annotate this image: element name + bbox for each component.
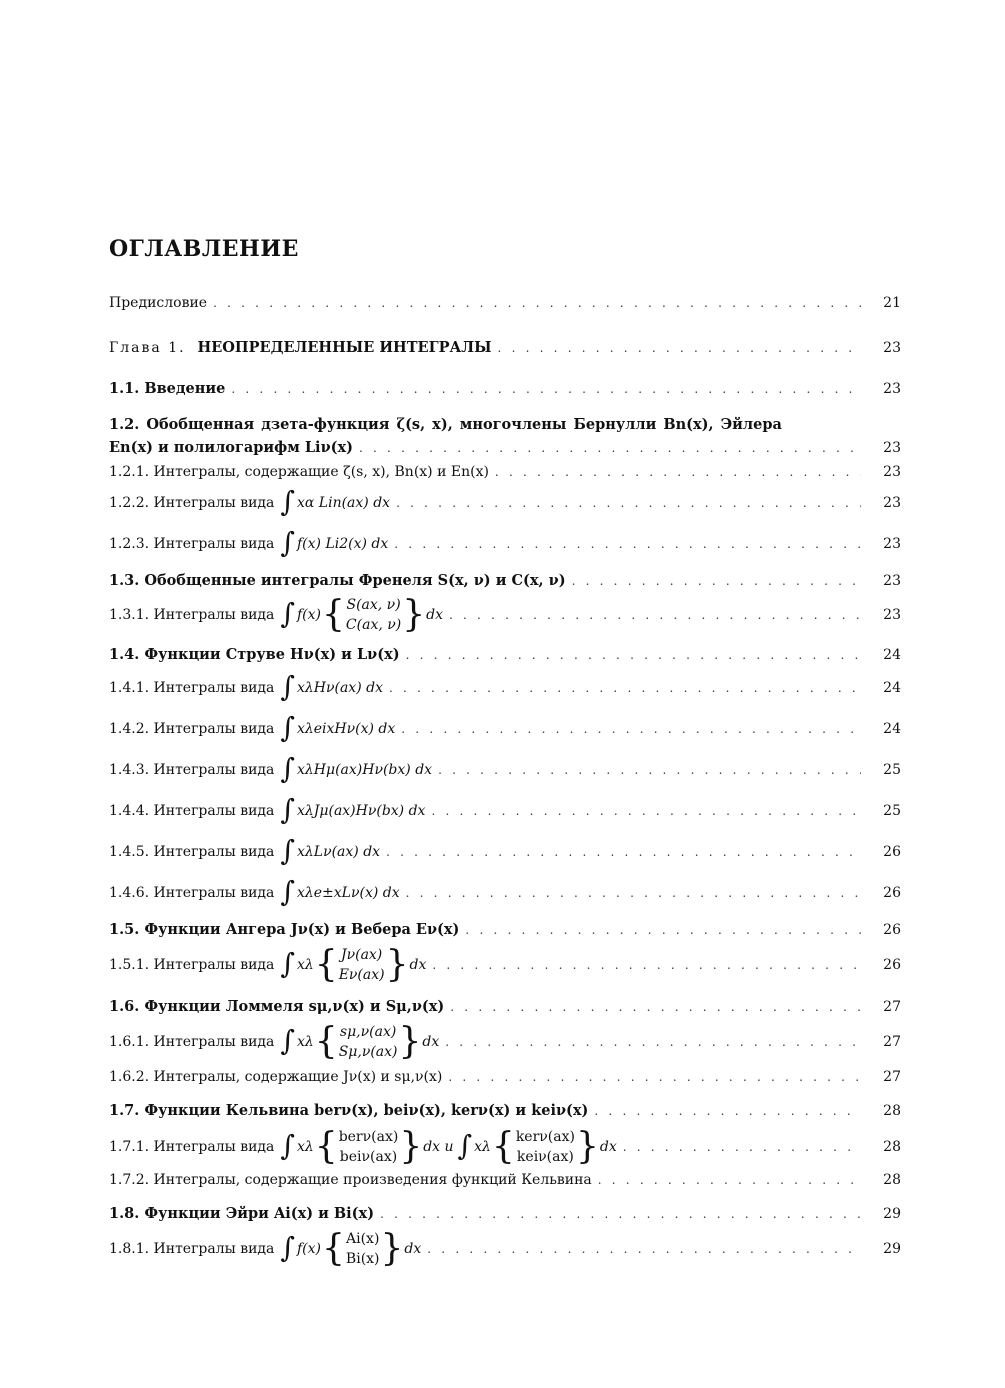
- formula-top: S(ax, ν): [346, 597, 401, 613]
- toc-entry-label: 1.5. Функции Ангера Jν(x) и Вебера Eν(x): [109, 921, 460, 938]
- toc-entry-label: 1.4.3. Интегралы вида: [109, 762, 275, 778]
- toc-page-number: 23: [883, 536, 901, 552]
- right-brace-icon: }: [575, 1126, 599, 1167]
- toc-entry-subsection-1-3-1[interactable]: [109, 594, 901, 636]
- toc-entry-preface[interactable]: [109, 294, 901, 312]
- toc-entry-subsection-1-6-2[interactable]: [109, 1068, 901, 1086]
- integral-sign-icon: ∫: [280, 1129, 295, 1162]
- toc-entry-chapter-1[interactable]: [109, 339, 901, 357]
- toc-entry-label: 1.8. Функции Эйри Ai(x) и Bi(x): [109, 1205, 375, 1222]
- right-brace-icon: }: [402, 594, 426, 635]
- integral-sign-icon: ∫: [280, 485, 295, 518]
- formula-lead: xλ: [297, 1034, 314, 1050]
- formula-text: xλJμ(ax)Hν(bx) dx: [297, 803, 426, 819]
- leader-dots: [465, 921, 861, 939]
- toc-entry-label: 1.4.6. Интегралы вида: [109, 885, 275, 901]
- integral-sign-icon: ∫: [280, 711, 295, 744]
- leader-dots: [498, 339, 861, 357]
- toc-entry-subsection-1-7-1[interactable]: [109, 1126, 901, 1168]
- toc-entry-section-1-3[interactable]: [109, 572, 901, 590]
- integral-sign-icon: ∫: [280, 947, 295, 980]
- toc-entry-section-1-8[interactable]: [109, 1205, 901, 1223]
- formula-text: xλHν(ax) dx: [297, 680, 383, 696]
- toc-page-number: 28: [883, 1103, 901, 1119]
- formula: [280, 526, 389, 559]
- toc-page-number: 27: [883, 999, 901, 1015]
- chapter-prefix: Глава 1.: [109, 340, 186, 356]
- integral-sign-icon: ∫: [457, 1129, 473, 1162]
- toc-entry-section-1-5[interactable]: [109, 921, 901, 939]
- toc-entry-label: En(x) и полилогарифм Liν(x): [109, 439, 353, 456]
- toc-page-number: 29: [883, 1206, 901, 1222]
- toc-page-number: 23: [883, 573, 901, 589]
- formula-top: Jν(ax): [340, 947, 383, 963]
- formula-lead: xλ: [297, 957, 314, 973]
- left-brace-icon: {: [314, 944, 338, 985]
- toc-entry-subsection-1-2-3[interactable]: [109, 526, 901, 559]
- formula: [280, 793, 426, 826]
- toc-entry-label: 1.1. Введение: [109, 380, 226, 397]
- leader-dots: [445, 1033, 861, 1051]
- formula-stack: [346, 1229, 380, 1269]
- toc-page-number: 21: [883, 295, 901, 311]
- toc-entry-label: Предисловие: [109, 295, 208, 311]
- leader-dots: [396, 494, 861, 512]
- formula-stack: [339, 1127, 399, 1167]
- toc-entry-label: 1.6. Функции Ломмеля sμ,ν(x) и Sμ,ν(x): [109, 998, 445, 1015]
- leader-dots: [594, 1102, 861, 1120]
- toc-entry-label: 1.4. Функции Струве Hν(x) и Lν(x): [109, 646, 400, 663]
- formula: [280, 1127, 616, 1167]
- toc-entry-label: 1.7.2. Интегралы, содержащие произведения функций Кельвина: [109, 1172, 592, 1188]
- left-brace-icon: {: [322, 594, 345, 635]
- formula: [280, 595, 443, 635]
- formula-lead: xλ: [297, 1139, 314, 1155]
- formula-top-2: kerν(ax): [515, 1129, 575, 1145]
- toc-entry-label: 1.3.1. Интегралы вида: [109, 607, 275, 623]
- toc-entry-section-1-6[interactable]: [109, 998, 901, 1016]
- leader-dots: [427, 1240, 861, 1258]
- toc-entry-subsection-1-6-1[interactable]: [109, 1021, 901, 1063]
- toc-page-number: 24: [883, 647, 901, 663]
- toc-entry-subsection-1-5-1[interactable]: [109, 944, 901, 986]
- integral-sign-icon: ∫: [280, 793, 295, 826]
- toc-entry-label: 1.2.3. Интегралы вида: [109, 536, 275, 552]
- toc-page-number: 23: [883, 440, 901, 456]
- integral-sign-icon: ∫: [280, 834, 295, 867]
- left-brace-icon: {: [314, 1126, 338, 1167]
- integral-sign-icon: ∫: [280, 1024, 295, 1057]
- toc-page-number: 23: [883, 495, 901, 511]
- toc-entry-label: 1.5.1. Интегралы вида: [109, 957, 275, 973]
- toc-page-number: 24: [883, 680, 901, 696]
- formula-top: berν(ax): [338, 1129, 399, 1145]
- toc-page-number: 28: [883, 1139, 901, 1155]
- toc-page-number: 24: [883, 721, 901, 737]
- toc-page-number: 23: [883, 381, 901, 397]
- formula: [280, 1229, 421, 1269]
- toc-page-number: 28: [883, 1172, 901, 1188]
- toc-page-number: 27: [883, 1034, 901, 1050]
- toc-entry-label: 1.4.2. Интегралы вида: [109, 721, 275, 737]
- toc-page-number: 25: [883, 803, 901, 819]
- right-brace-icon: }: [399, 1126, 423, 1167]
- toc-entry-section-1-1[interactable]: [109, 380, 901, 398]
- toc-entry-label: 1.2.2. Интегралы вида: [109, 495, 275, 511]
- formula: [280, 711, 396, 744]
- formula-text: xα Lin(ax) dx: [297, 495, 391, 511]
- left-brace-icon: {: [322, 1228, 345, 1269]
- leader-dots: [495, 463, 861, 481]
- formula-bottom: Sμ,ν(ax): [338, 1044, 398, 1060]
- formula-mid: dx и: [423, 1139, 454, 1155]
- leader-dots: [394, 535, 861, 553]
- leader-dots: [359, 439, 861, 457]
- leader-dots: [406, 884, 861, 902]
- toc-page-number: 23: [883, 340, 901, 356]
- toc-page-number: 25: [883, 762, 901, 778]
- integral-sign-icon: ∫: [280, 752, 295, 785]
- formula: [280, 752, 433, 785]
- formula-stack: [339, 1022, 398, 1062]
- toc-entry-label: 1.6.1. Интегралы вида: [109, 1034, 275, 1050]
- formula-tail: dx: [409, 957, 427, 973]
- toc-entry-label: 1.7. Функции Кельвина berν(x), beiν(x), kerν(x) и keiν(x): [109, 1102, 589, 1119]
- toc-entry-subsection-1-4-5[interactable]: [109, 834, 901, 867]
- leader-dots: [406, 646, 861, 664]
- toc-entry-section-1-4[interactable]: [109, 646, 901, 664]
- leader-dots: [598, 1171, 861, 1189]
- toc-page-number: 26: [883, 885, 901, 901]
- leader-dots: [431, 802, 861, 820]
- right-brace-icon: }: [398, 1021, 422, 1062]
- formula-lead-2: xλ: [474, 1139, 491, 1155]
- toc-entry-label: 1.4.1. Интегралы вида: [109, 680, 275, 696]
- toc-entry-section-1-7[interactable]: [109, 1102, 901, 1120]
- leader-dots: [432, 956, 861, 974]
- formula-stack: [346, 595, 401, 635]
- toc-entry-subsection-1-2-2[interactable]: [109, 485, 901, 518]
- formula-text: xλLν(ax) dx: [297, 844, 381, 860]
- toc-entry-subsection-1-4-3[interactable]: [109, 752, 901, 785]
- toc-page-number: 29: [883, 1241, 901, 1257]
- toc-entry-subsection-1-4-6[interactable]: [109, 875, 901, 908]
- leader-dots: [389, 679, 861, 697]
- formula-bottom-2: keiν(ax): [516, 1149, 574, 1165]
- toc-entry-subsection-1-7-2[interactable]: [109, 1171, 901, 1189]
- integral-sign-icon: ∫: [280, 875, 295, 908]
- formula-lead: f(x): [297, 607, 322, 623]
- formula-text: xλeixHν(x) dx: [297, 721, 396, 737]
- formula-text: xλHμ(ax)Hν(bx) dx: [297, 762, 433, 778]
- leader-dots: [380, 1205, 861, 1223]
- formula-tail: dx: [426, 607, 443, 623]
- toc-page-number: 23: [883, 464, 901, 480]
- toc-entry-subsection-1-8-1[interactable]: [109, 1228, 901, 1270]
- toc-entry-subsection-1-4-4[interactable]: [109, 793, 901, 826]
- formula: [280, 875, 400, 908]
- formula-stack-2: [516, 1127, 575, 1167]
- formula-text: f(x) Li2(x) dx: [297, 536, 389, 552]
- integral-sign-icon: ∫: [280, 597, 295, 630]
- formula: [280, 670, 383, 703]
- toc-page-number: 26: [883, 957, 901, 973]
- formula-bottom: beiν(ax): [339, 1149, 398, 1165]
- left-brace-icon: {: [314, 1021, 338, 1062]
- toc-entry-subsection-1-2-1[interactable]: [109, 463, 901, 481]
- right-brace-icon: }: [385, 944, 409, 985]
- left-brace-icon: {: [491, 1126, 515, 1167]
- right-brace-icon: }: [380, 1228, 404, 1269]
- toc-page-number: 27: [883, 1069, 901, 1085]
- leader-dots: [450, 998, 861, 1016]
- formula-tail: dx: [422, 1034, 440, 1050]
- toc-page-number: 23: [883, 607, 901, 623]
- leader-dots: [401, 720, 861, 738]
- toc-entry-section-1-2[interactable]: [109, 439, 901, 457]
- toc-entry-label: 1.3. Обобщенные интегралы Френеля S(x, ν) и C(x, ν): [109, 572, 566, 589]
- toc-entry-label: 1.7.1. Интегралы вида: [109, 1139, 275, 1155]
- toc-entry-label: 1.2.1. Интегралы, содержащие ζ(s, x), Bn(x) и En(x): [109, 464, 489, 480]
- formula: [280, 945, 426, 985]
- integral-sign-icon: ∫: [280, 1231, 295, 1264]
- toc-page-number: 26: [883, 922, 901, 938]
- formula: [280, 485, 391, 518]
- formula-bottom: Bi(x): [345, 1251, 380, 1267]
- formula-top: sμ,ν(ax): [339, 1024, 397, 1040]
- chapter-title: НЕОПРЕДЕЛЕННЫЕ ИНТЕГРАЛЫ: [197, 339, 492, 356]
- page-title: ОГЛАВЛЕНИЕ: [109, 236, 299, 262]
- leader-dots: [231, 380, 861, 398]
- leader-dots: [623, 1138, 861, 1156]
- leader-dots: [213, 294, 861, 312]
- leader-dots: [438, 761, 861, 779]
- toc-entry-label: 1.4.4. Интегралы вида: [109, 803, 275, 819]
- toc-page-number: 26: [883, 844, 901, 860]
- formula: [280, 834, 381, 867]
- leader-dots: [386, 843, 861, 861]
- toc-entry-label: 1.8.1. Интегралы вида: [109, 1241, 275, 1257]
- toc-entry-subsection-1-4-2[interactable]: [109, 711, 901, 744]
- toc-entry-section-1-2-line1[interactable]: 1.2. Обобщенная дзета-функция ζ(s, x), многочлены Бернулли Bn(x), Эйлера: [109, 416, 782, 433]
- formula: [280, 1022, 439, 1062]
- formula-tail: dx: [404, 1241, 422, 1257]
- formula-bottom: C(ax, ν): [345, 617, 402, 633]
- toc-entry-subsection-1-4-1[interactable]: [109, 670, 901, 703]
- leader-dots: [449, 606, 861, 624]
- integral-sign-icon: ∫: [280, 670, 295, 703]
- formula-stack: [339, 945, 385, 985]
- toc-entry-label: 1.4.5. Интегралы вида: [109, 844, 275, 860]
- formula-tail: dx: [599, 1139, 617, 1155]
- formula-lead: f(x): [297, 1241, 322, 1257]
- formula-bottom: Eν(ax): [338, 967, 385, 983]
- integral-sign-icon: ∫: [280, 526, 295, 559]
- leader-dots: [448, 1068, 861, 1086]
- leader-dots: [572, 572, 861, 590]
- formula-top: Ai(x): [346, 1231, 380, 1247]
- toc-entry-label: 1.6.2. Интегралы, содержащие Jν(x) и sμ,ν(x): [109, 1069, 443, 1085]
- formula-text: xλe±xLν(x) dx: [297, 885, 400, 901]
